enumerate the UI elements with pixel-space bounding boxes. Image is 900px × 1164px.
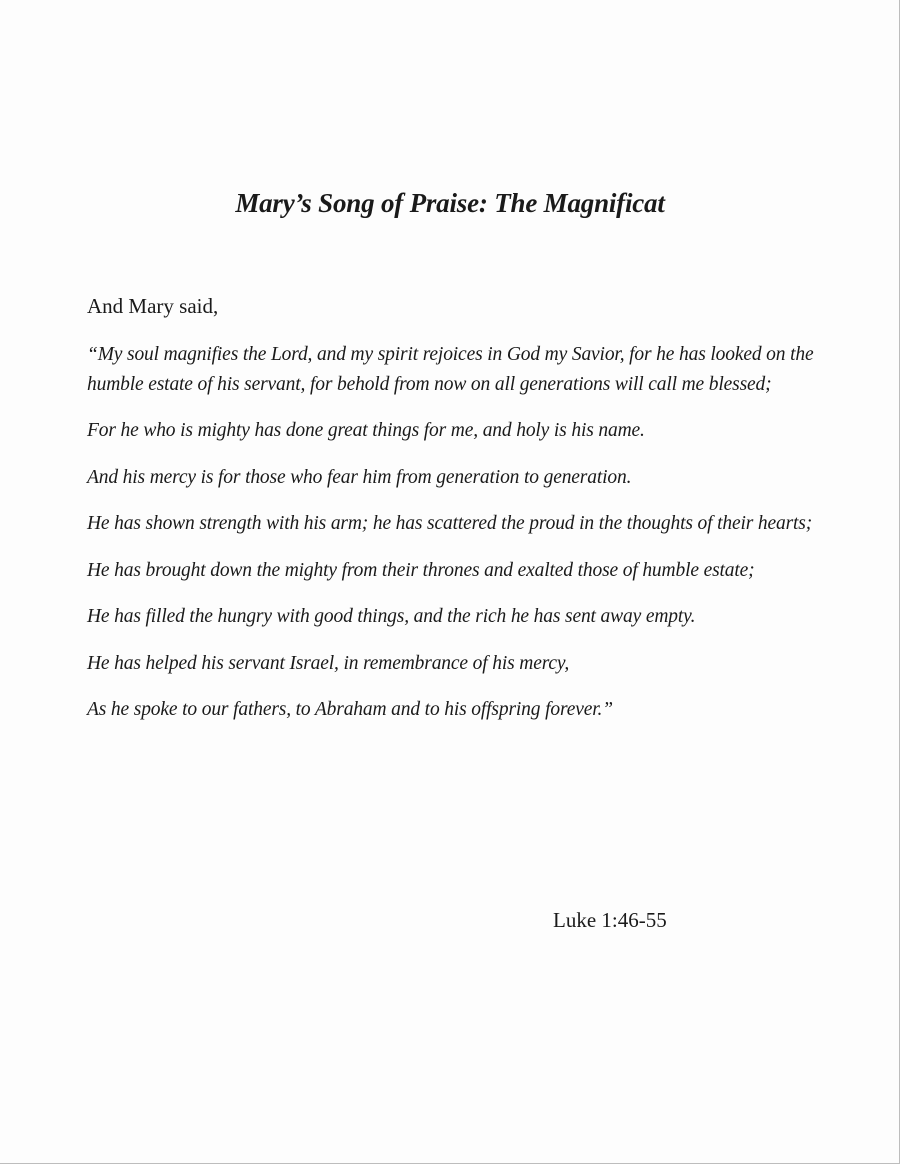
verse-6: He has filled the hungry with good things, and the rich he has sent away empty. [87, 606, 696, 627]
verse-1: “My soul magnifies the Lord, and my spirit rejoices in God my Savior, for he has looked on the humble estate of his servant, for behold from now on all generations will call me blessed; [87, 344, 814, 395]
page-title: Mary’s Song of Praise: The Magnificat [235, 188, 665, 218]
verse-8: As he spoke to our fathers, to Abraham and to his offspring forever.” [87, 699, 613, 720]
verse-4: He has shown strength with his arm; he has scattered the proud in the thoughts of their hearts; [87, 513, 813, 534]
verse-3: And his mercy is for those who fear him from generation to generation. [87, 466, 632, 488]
scripture-reference: Luke 1:46-55 [553, 908, 667, 932]
verse-5: He has brought down the mighty from their thrones and exalted those of humble estate; [87, 559, 755, 581]
intro-line: And Mary said, [87, 294, 219, 318]
verse-2: For he who is mighty has done great things for me, and holy is his name. [87, 420, 645, 441]
verse-7: He has helped his servant Israel, in remembrance of his mercy, [87, 652, 570, 674]
verse-list [87, 340, 832, 742]
